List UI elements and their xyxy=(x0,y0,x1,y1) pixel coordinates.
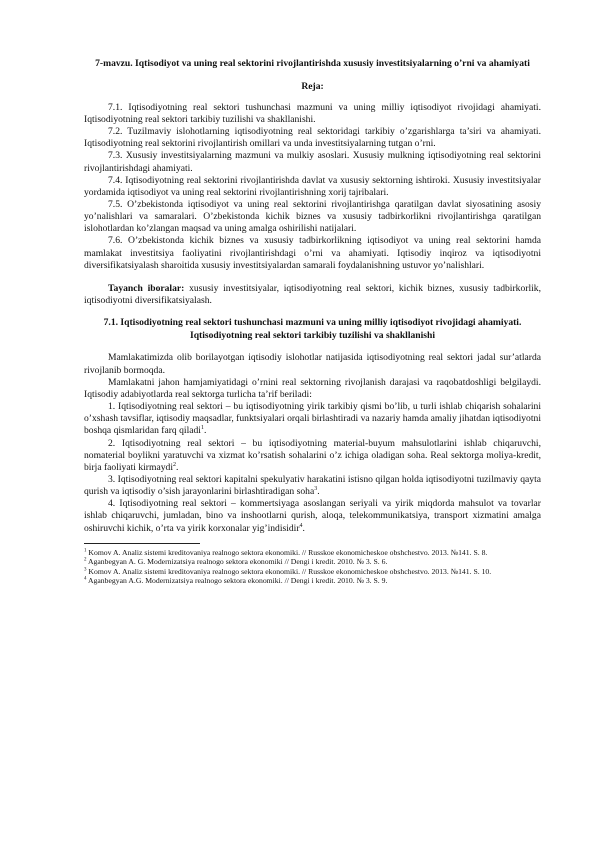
footnote-text: Komov A. Analiz sistemi kreditovaniya realnogo sektora ekonomiki. // Russkoe ekonomicheskoe obshchestvo. 2013. №141. S. 10. xyxy=(86,566,492,576)
footnote-text: Komov A. Analiz sistemi kreditovaniya realnogo sektora ekonomiki. // Russkoe ekonomicheskoe obshchestvo. 2013. №141. S. 8. xyxy=(86,547,488,557)
body-text xyxy=(84,352,541,534)
plan-item: 7.3. Xususiy investitsiyalarning mazmuni va mulkiy asoslari. Xususiy mulkning iqtisodiyotning real sektorini rivojlantirishdagi ahamiyati. xyxy=(84,150,541,174)
footnote-mark: 3 xyxy=(84,567,87,573)
footnotes xyxy=(84,548,541,586)
keywords-paragraph xyxy=(84,283,541,307)
body-paragraph xyxy=(84,377,541,401)
paragraph-text: Mamlakatimizda olib borilayotgan iqtisodiy islohotlar natijasida iqtisodiyotning real sektori jadal sur’atlarda rivojlanib bormoqda. xyxy=(84,352,541,376)
footnote xyxy=(84,548,541,557)
plan-list xyxy=(84,102,541,272)
body-paragraph: 2. Iqtisodiyotning real sektori – bu iqtisodiyotning material-buyum mahsulotlarini ishlab chiqaruvchi, nomaterial boylikni yaratuvchi va xizmat ko’rsatish sohalarini o’z ichiga oladigan soha. Real sektorga moliya-kredit, birja faoliyati kirmaydi$^2$. xyxy=(84,437,541,473)
footnote-text: Aganbegyan A. G. Modernizatsiya realnogo sektora ekonomiki // Dengi i kredit. 2010. № 3. S. 6. xyxy=(86,557,388,567)
keywords-label: Tayanch iboralar: xyxy=(108,282,185,294)
plan-heading: Reja: xyxy=(301,80,324,92)
plan-item: 7.6. O’zbekistonda kichik biznes va xususiy tadbirkorlikning iqtisodiyot va uning real sektorini hamda mamlakat investitsiya faoliyatini rivojlantirishdagi o’rni va ahamiyati. Iqtisodiy inqiroz va iqtisodiyotni diversifikatsiyalash sharoitida xususiy investitsiyalardan samarali foydalanishning ustuvor yo’nalishlari. xyxy=(84,235,541,271)
paragraph-text: 3. Iqtisodiyotning real sektori kapitalni spekulyativ harakatini istisno qilgan holda iqtisodiyotni tuzilmaviy qayta qurish va iqtisodiy o’sish jarayonlarini birlashtiradigan soha xyxy=(84,474,541,498)
plan-item: 7.4. Iqtisodiyotning real sektorini rivojlantirishda davlat va xususiy sektorning ishtiroki. Xususiy investitsiyalar yordamida iqtisodiyot va uning real sektorini rivojlantirishning xorij tajribalari. xyxy=(84,174,541,198)
body-paragraph xyxy=(84,352,541,376)
footnote-ref[interactable]: 2 xyxy=(172,461,176,468)
section-heading: 7.1. Iqtisodiyotning real sektori tushunchasi mazmuni va uning milliy iqtisodiyot rivojidagi ahamiyati. Iqtisodiyotning real sektori tarkibiy tuzilishi va shakllanishi xyxy=(103,317,522,341)
plan-item: 7.1. Iqtisodiyotning real sektori tushunchasi mazmuni va uning milliy iqtisodiyot rivojidagi ahamiyati. Iqtisodiyotning real sektori tarkibiy tuzilishi va shakllanishi. xyxy=(84,101,541,125)
body-paragraph: 1. Iqtisodiyotning real sektori – bu iqtisodiyotning yirik tarkibiy qismi bo’lib, u turli ishlab chiqarish sohalarini o’xshash tavsiflar, iqtisodiy maqsadlar, funktsiyalari orqali birlashtiradi va nazariy hamda amaliy jihatdan iqtisodiyotni boshqa qismlaridan farq qiladi$^1$. xyxy=(84,401,541,437)
footnote xyxy=(84,567,541,576)
footnote xyxy=(84,557,541,566)
footnote-mark: 2 xyxy=(84,557,87,563)
footnote-mark: 1 xyxy=(84,548,87,554)
keywords-text: xususiy investitsiyalar, iqtisodiyotning real sektori, kichik biznes, xususiy tadbirkorlik, iqtisodiyotni diversifikatsiyalash. xyxy=(84,282,541,307)
body-paragraph: 4. Iqtisodiyotning real sektori – kommertsiyaga asoslangan seriyali va yirik miqdorda mahsulot va tovarlar ishlab chiqaruvchi, jumladan, bino va inshootlarni qurish, aloqa, telekommunikatsiya, transport xizmatini amalga oshiruvchi kichik, o’rta va yirik korxonalar yig’indisidir$^4$. xyxy=(84,498,541,534)
paragraph-text: 2. Iqtisodiyotning real sektori – bu iqtisodiyotning material-buyum mahsulotlarini ishlab chiqaruvchi, nomaterial boylikni yaratuvchi va xizmat ko’rsatish sohalarini o’z ichiga oladigan soha. Real sektorga moliya-kredit, birja faoliyati kirmaydi xyxy=(84,437,541,473)
paragraph-text: 1. Iqtisodiyotning real sektori – bu iqtisodiyotning yirik tarkibiy qismi bo’lib, u turli ishlab chiqarish sohalarini o’xshash tavsiflar, iqtisodiy maqsadlar, funktsiyalari orqali birlashtiradi va nazariy hamda amaliy jihatdan iqtisodiyotni boshqa qismlaridan farq qiladi xyxy=(84,401,541,437)
paragraph-text: 4. Iqtisodiyotning real sektori – kommertsiyaga asoslangan seriyali va yirik miqdorda mahsulot va tovarlar ishlab chiqaruvchi, jumladan, bino va inshootlarni qurish, aloqa, telekommunikatsiya, transport xizmatini amalga oshiruvchi kichik, o’rta va yirik korxonalar yig’indisidir xyxy=(84,498,541,534)
footnote-mark: 4 xyxy=(84,576,87,582)
footnote-ref[interactable]: 3 xyxy=(314,485,318,492)
page-title: 7-mavzu. Iqtisodiyot va uning real sektorini rivojlantirishda xususiy investitsiyalarning o’rni va ahamiyati xyxy=(95,58,530,69)
footnote xyxy=(84,576,541,585)
plan-item: 7.2. Tuzilmaviy islohotlarning iqtisodiyotning real sektoridagi tarkibiy o’zgarishlarga ta’siri va ahamiyati. Iqtisodiyotning real sektorini rivojlantirish omillari va unda investitsiyalarning tutgan o’rni. xyxy=(84,126,541,150)
footnote-text: Aganbegyan A.G. Modernizatsiya realnogo sektora ekonomiki. // Dengi i kredit. 2010. № 3. S. 9. xyxy=(86,576,388,585)
footnote-ref[interactable]: 4 xyxy=(299,522,303,529)
paragraph-text: Mamlakatni jahon hamjamiyatidagi o’rnini real sektorning rivojlanish darajasi va raqobatdoshligi belgilaydi. Iqtisodiy adabiyotlarda real sektorga turlicha ta’rif beriladi: xyxy=(84,376,541,400)
plan-item: 7.5. O’zbekistonda iqtisodiyot va uning real sektorini rivojlantirishga qaratilgan davlat siyosatining asosiy yo’nalishlari va samaralari. O’zbekistonda kichik biznes va xususiy tadbirkorlikni rivojlantirishga qaratilgan islohotlardan ko’zlangan maqsad va uning amalga oshirilishi natijalari. xyxy=(84,199,541,235)
body-paragraph: 3. Iqtisodiyotning real sektori kapitalni spekulyativ harakatini istisno qilgan holda iqtisodiyotni tuzilmaviy qayta qurish va iqtisodiy o’sish jarayonlarini birlashtiradigan soha$^3$. xyxy=(84,474,541,498)
footnote-ref[interactable]: 1 xyxy=(200,425,204,432)
footnote-divider xyxy=(84,543,200,544)
